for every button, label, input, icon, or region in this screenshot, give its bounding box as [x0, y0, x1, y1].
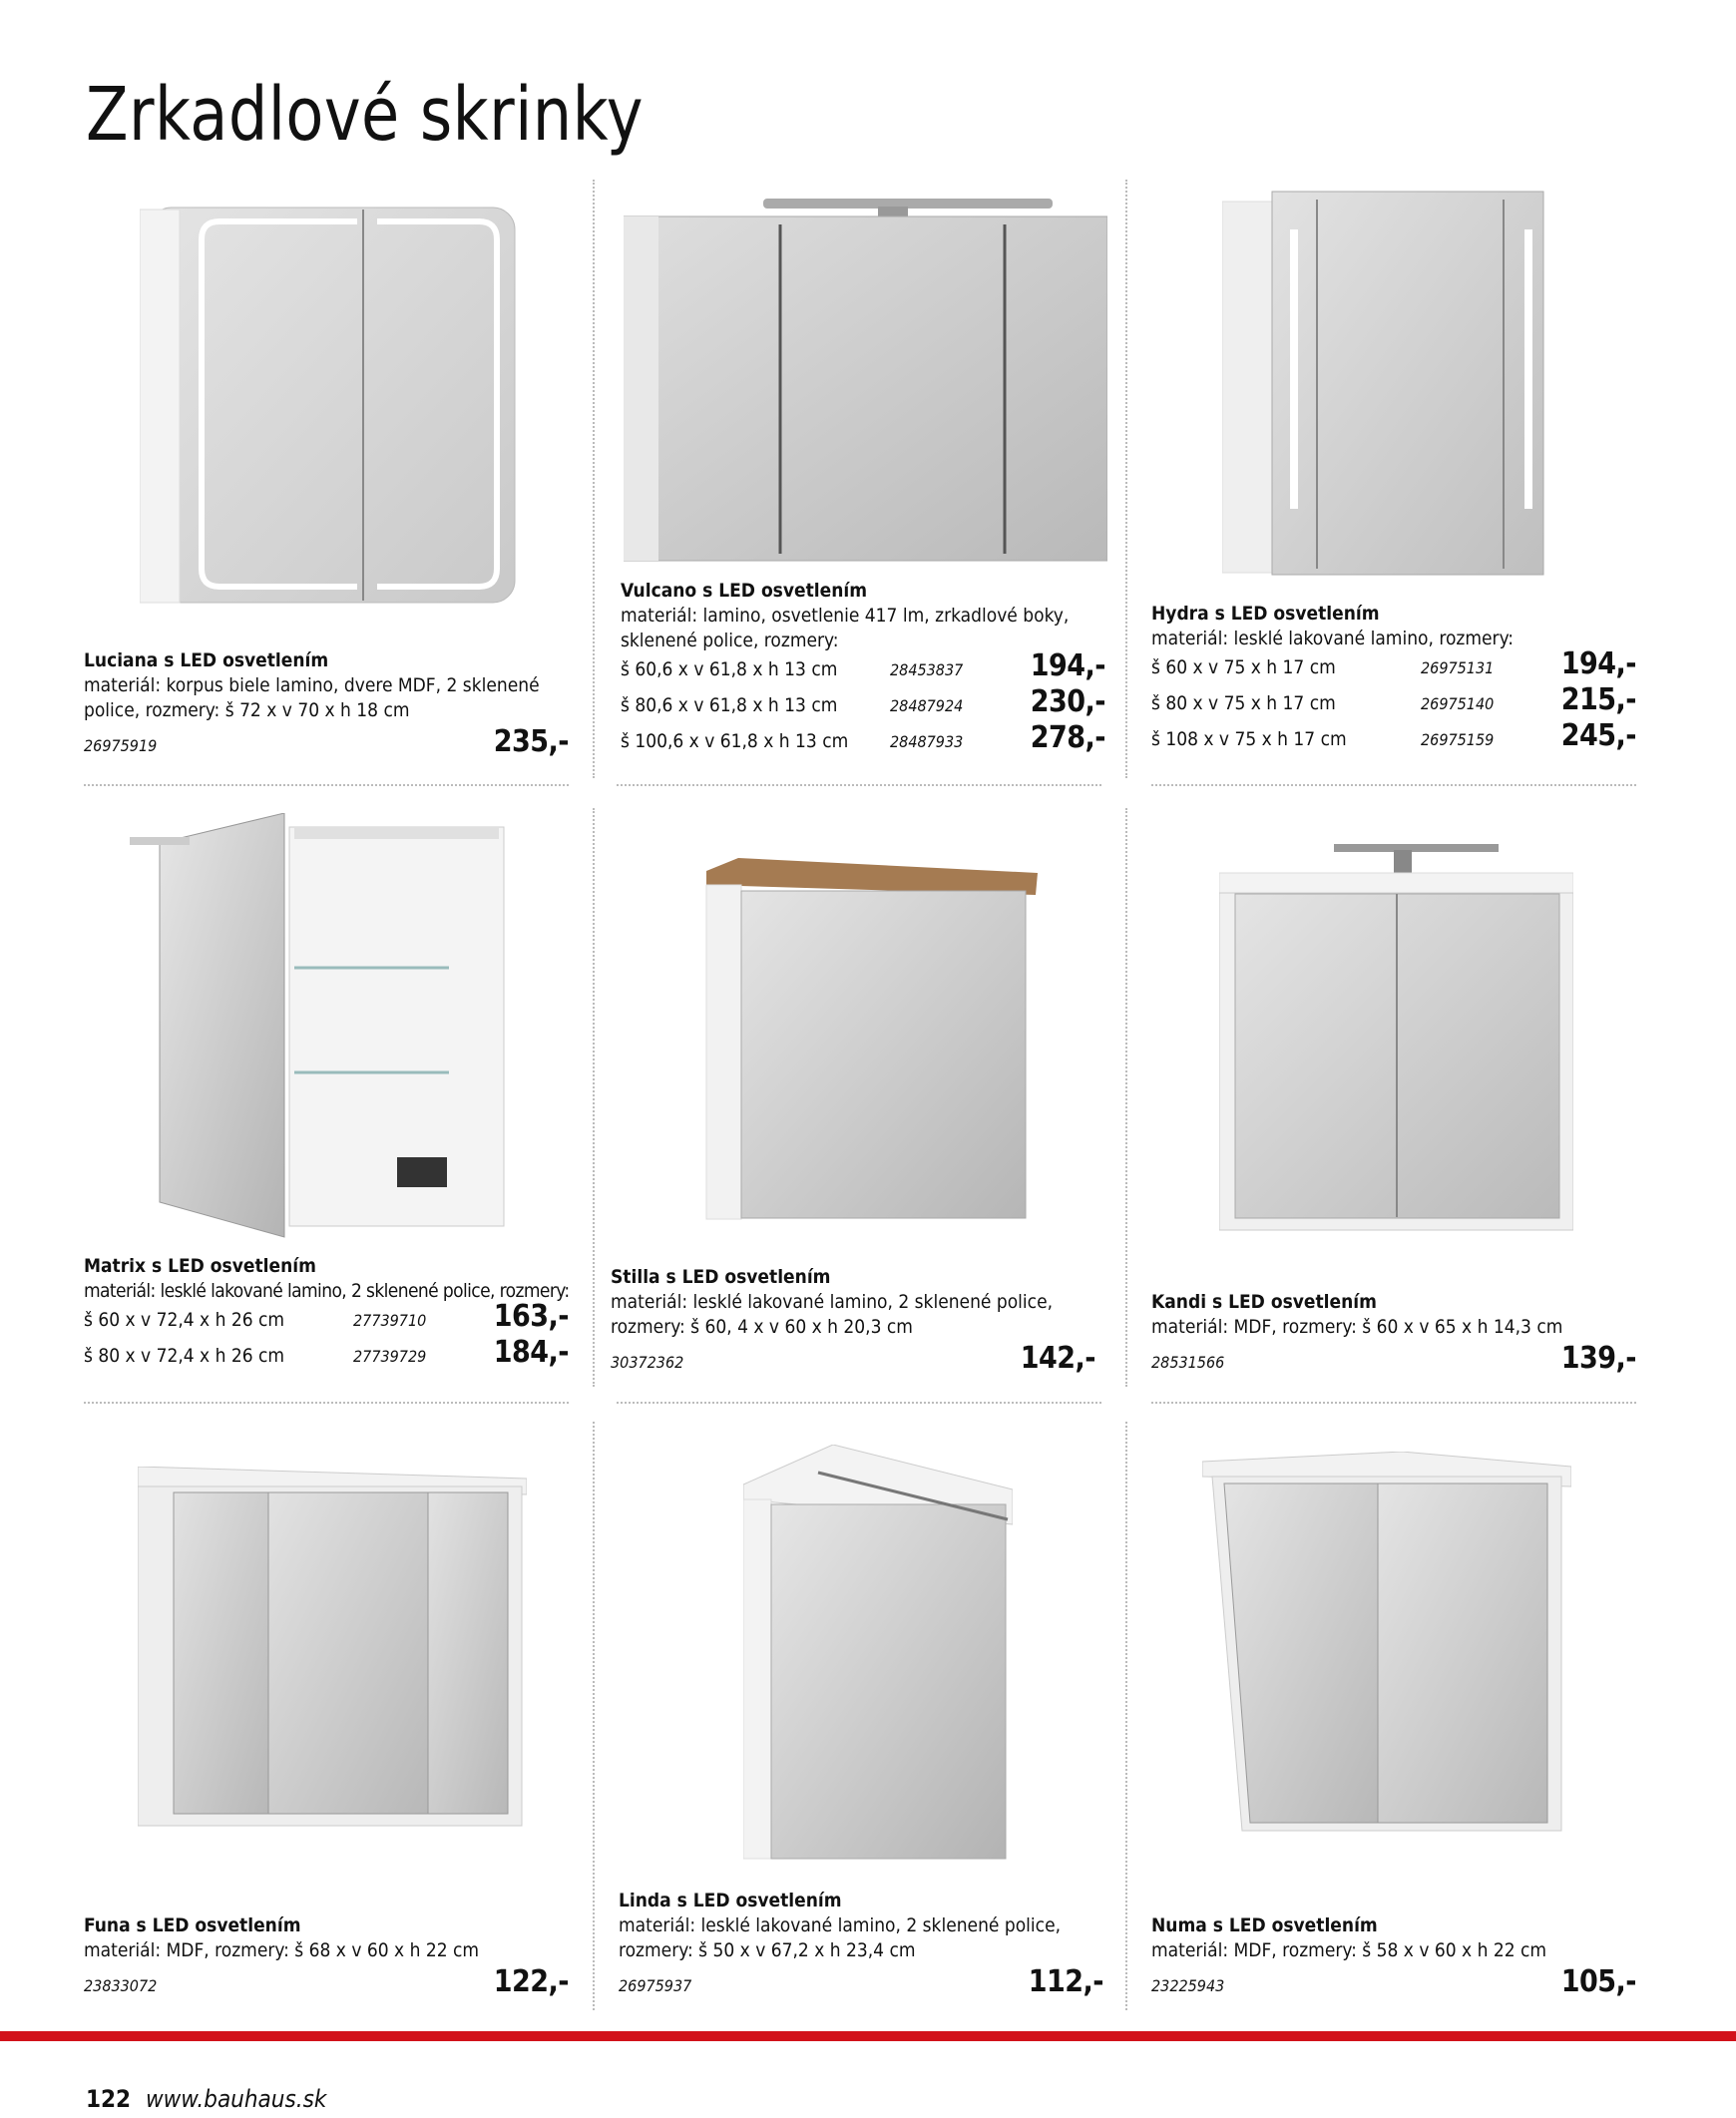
price: 194 ,-	[1561, 651, 1636, 676]
product-code: 26975159	[1421, 730, 1495, 749]
product-description: materiál: lesklé lakované lamino, 2 sklenené police, rozmery: š 60, 4 x v 60 x h 20,3 cm	[611, 1291, 1054, 1338]
product-description: materiál: korpus biele lamino, dvere MDF, 2 sklenené police, rozmery: š 72 x v 70 x h 18 cm	[84, 674, 540, 721]
price: 245 ,-	[1561, 723, 1636, 748]
row-divider	[84, 784, 569, 786]
price: 139 ,-	[1561, 1346, 1636, 1371]
page-title: Zrkadlové skrinky	[86, 72, 644, 158]
row-divider	[1151, 784, 1636, 786]
product-code: 26975131	[1421, 658, 1495, 677]
product-name: Hydra s LED osvetlením	[1151, 603, 1380, 625]
page-number: 122	[86, 2085, 132, 2113]
product-description: materiál: lamino, osvetlenie 417 lm, zrkadlové boky, sklenené police, rozmery:	[621, 605, 1070, 651]
product-description: materiál: lesklé lakované lamino, 2 sklenené police, rozmery:	[84, 1280, 570, 1302]
variant-row	[621, 720, 1105, 761]
product-image-stilla	[698, 853, 1038, 1222]
product-image-kandi	[1219, 838, 1573, 1232]
price: 142 ,-	[1021, 1346, 1095, 1371]
price: 230 ,-	[1031, 689, 1105, 714]
price: 112 ,-	[1029, 1969, 1103, 1994]
variant-dimensions: š 80 x v 75 x h 17 cm	[1151, 692, 1336, 714]
product-code: 28453837	[890, 660, 964, 679]
price: 215 ,-	[1561, 687, 1636, 712]
product-code: 23833072	[84, 1976, 158, 1995]
product-linda	[619, 1889, 1103, 2009]
row-divider	[1151, 1402, 1636, 1404]
product-code: 23225943	[1151, 1976, 1225, 1995]
price: 163 ,-	[494, 1304, 569, 1329]
product-name: Linda s LED osvetlením	[619, 1890, 842, 1911]
row-divider	[617, 1402, 1101, 1404]
product-funa	[84, 1913, 569, 2009]
product-luciana	[84, 648, 569, 769]
price: 122 ,-	[494, 1969, 569, 1994]
column-divider	[1125, 180, 1127, 778]
product-description: materiál: MDF, rozmery: š 60 x v 65 x h 14,3 cm	[1151, 1316, 1563, 1338]
column-divider	[593, 1422, 595, 2010]
product-name: Kandi s LED osvetlením	[1151, 1291, 1377, 1313]
price: 105 ,-	[1561, 1969, 1636, 1994]
product-image-matrix	[130, 813, 509, 1242]
variant-row	[84, 1335, 569, 1376]
product-name: Stilla s LED osvetlením	[611, 1266, 831, 1288]
website-link[interactable]: www.bauhaus.sk	[145, 2085, 327, 2113]
product-description: materiál: lesklé lakované lamino, 2 sklenené police, rozmery: š 50 x v 67,2 x h 23,4 cm	[619, 1914, 1062, 1961]
product-stilla	[611, 1265, 1095, 1386]
footer-accent-bar	[0, 2031, 1736, 2041]
product-code: 28487933	[890, 732, 964, 751]
product-description: materiál: MDF, rozmery: š 68 x v 60 x h 22 cm	[84, 1939, 480, 1961]
product-numa	[1151, 1913, 1636, 2009]
product-code: 26975919	[84, 736, 158, 755]
product-image-numa	[1202, 1452, 1571, 1836]
price: 278 ,-	[1031, 725, 1105, 750]
variant-dimensions: š 100,6 x v 61,8 x h 13 cm	[621, 730, 849, 752]
product-code: 30372362	[611, 1353, 684, 1372]
price: 194 ,-	[1031, 653, 1105, 678]
product-image-funa	[138, 1467, 527, 1831]
product-code: 28531566	[1151, 1353, 1225, 1372]
product-description: materiál: lesklé lakované lamino, rozmery:	[1151, 628, 1515, 649]
product-name: Luciana s LED osvetlením	[84, 649, 329, 671]
product-kandi	[1151, 1290, 1636, 1386]
product-hydra	[1151, 602, 1636, 759]
column-divider	[1125, 1422, 1127, 2010]
column-divider	[593, 808, 595, 1387]
product-image-linda	[743, 1445, 1013, 1864]
product-code: 26975140	[1421, 694, 1495, 713]
product-name: Funa s LED osvetlením	[84, 1914, 301, 1936]
variant-row	[1151, 718, 1636, 759]
column-divider	[1125, 808, 1127, 1387]
variant-dimensions: š 60,6 x v 61,8 x h 13 cm	[621, 658, 838, 680]
product-image-luciana	[140, 200, 519, 609]
product-name: Vulcano s LED osvetlením	[621, 580, 868, 602]
product-code: 28487924	[890, 696, 964, 715]
variant-dimensions: š 60 x v 75 x h 17 cm	[1151, 656, 1336, 678]
row-divider	[84, 1402, 569, 1404]
column-divider	[593, 180, 595, 778]
product-matrix	[84, 1254, 569, 1376]
variant-dimensions: š 108 x v 75 x h 17 cm	[1151, 728, 1347, 750]
product-image-hydra	[1222, 190, 1546, 579]
variant-dimensions: š 80 x v 72,4 x h 26 cm	[84, 1345, 285, 1367]
product-image-vulcano	[624, 195, 1107, 564]
price: 184 ,-	[494, 1340, 569, 1365]
product-name: Numa s LED osvetlením	[1151, 1914, 1378, 1936]
variant-dimensions: š 60 x v 72,4 x h 26 cm	[84, 1309, 285, 1331]
row-divider	[617, 784, 1101, 786]
price: 235 ,-	[494, 729, 569, 754]
product-code: 27739729	[353, 1347, 427, 1366]
product-vulcano	[621, 579, 1105, 761]
product-code: 26975937	[619, 1976, 692, 1995]
product-code: 27739710	[353, 1311, 427, 1330]
product-name: Matrix s LED osvetlením	[84, 1255, 316, 1277]
variant-dimensions: š 80,6 x v 61,8 x h 13 cm	[621, 694, 838, 716]
product-description: materiál: MDF, rozmery: š 58 x v 60 x h 22 cm	[1151, 1939, 1547, 1961]
footer	[86, 2085, 326, 2113]
